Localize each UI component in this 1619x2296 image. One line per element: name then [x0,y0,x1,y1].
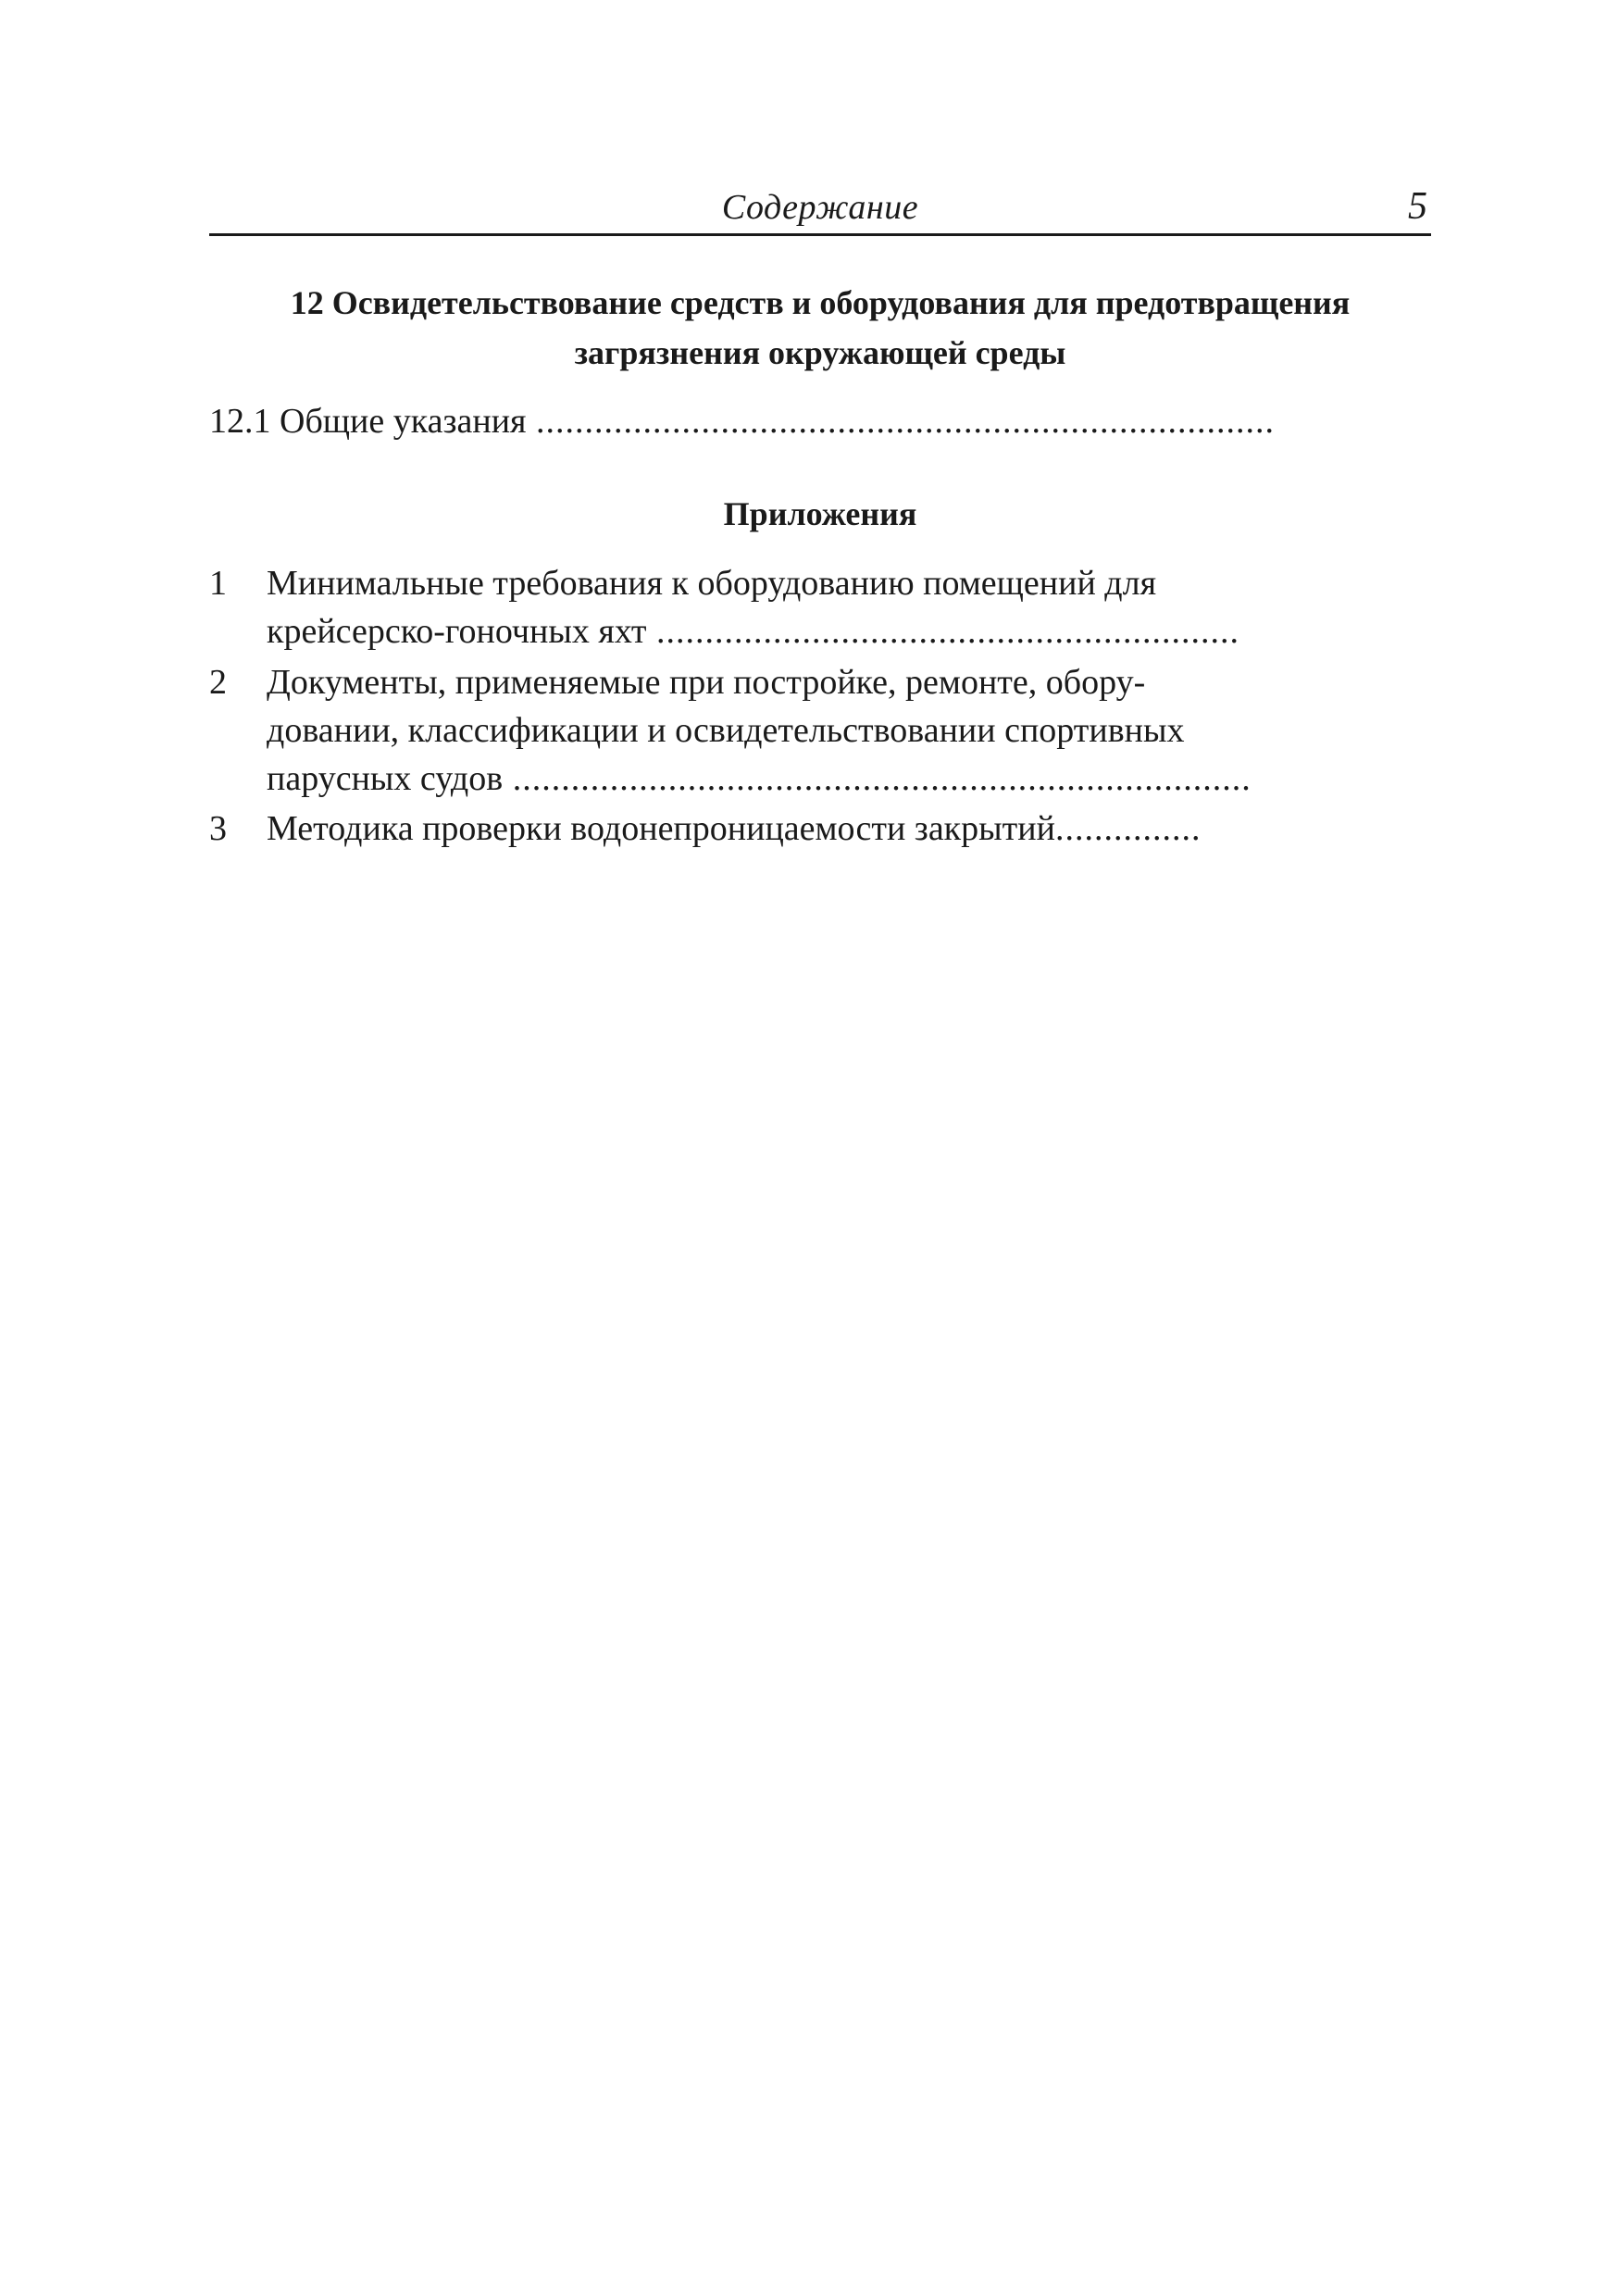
dot-leader: ............................................................................ [503,759,1252,798]
appendix-3-number: 3 [209,809,227,848]
section-12-heading [209,278,1431,378]
toc-entry-label: 12.1 Общие указания [209,402,527,441]
section-12-heading-line-1: 12 Освидетельствование средств и оборудования для предотвращения [290,284,1351,321]
appendix-2-line-3-text: парусных судов [267,759,504,798]
appendix-1-line-1[interactable]: Минимальные требования к оборудованию помещений для [267,564,1157,603]
appendix-2-line-3[interactable] [267,755,1353,803]
appendix-1-line-2[interactable] [267,607,1353,655]
appendix-2-number: 2 [209,663,227,702]
section-12-heading-line-2: загрязнения окружающей среды [574,334,1066,371]
appendix-2-line-2[interactable]: довании, классификации и освидетельствовании спортивных [267,711,1185,750]
page-number: 5 [1408,185,1427,228]
appendix-3-line-1[interactable] [267,805,1353,853]
dot-leader: ............... [1054,809,1202,848]
appendices-heading: Приложения [723,495,917,532]
appendix-1-line-2-text: крейсерско-гоночных яхт [267,612,647,651]
running-title: Содержание [721,188,919,227]
appendix-1-number: 1 [209,564,227,603]
dot-leader: ............................................................................ [526,402,1276,441]
dot-leader: ............................................................ [646,612,1240,651]
toc-entry-12-1[interactable] [209,397,1353,445]
running-header [209,181,1431,236]
appendix-3-line-1-text: Методика проверки водонепроницаемости закрытий [267,809,1055,848]
appendix-2-line-1[interactable]: Документы, применяемые при постройке, ремонте, обору- [267,663,1146,702]
